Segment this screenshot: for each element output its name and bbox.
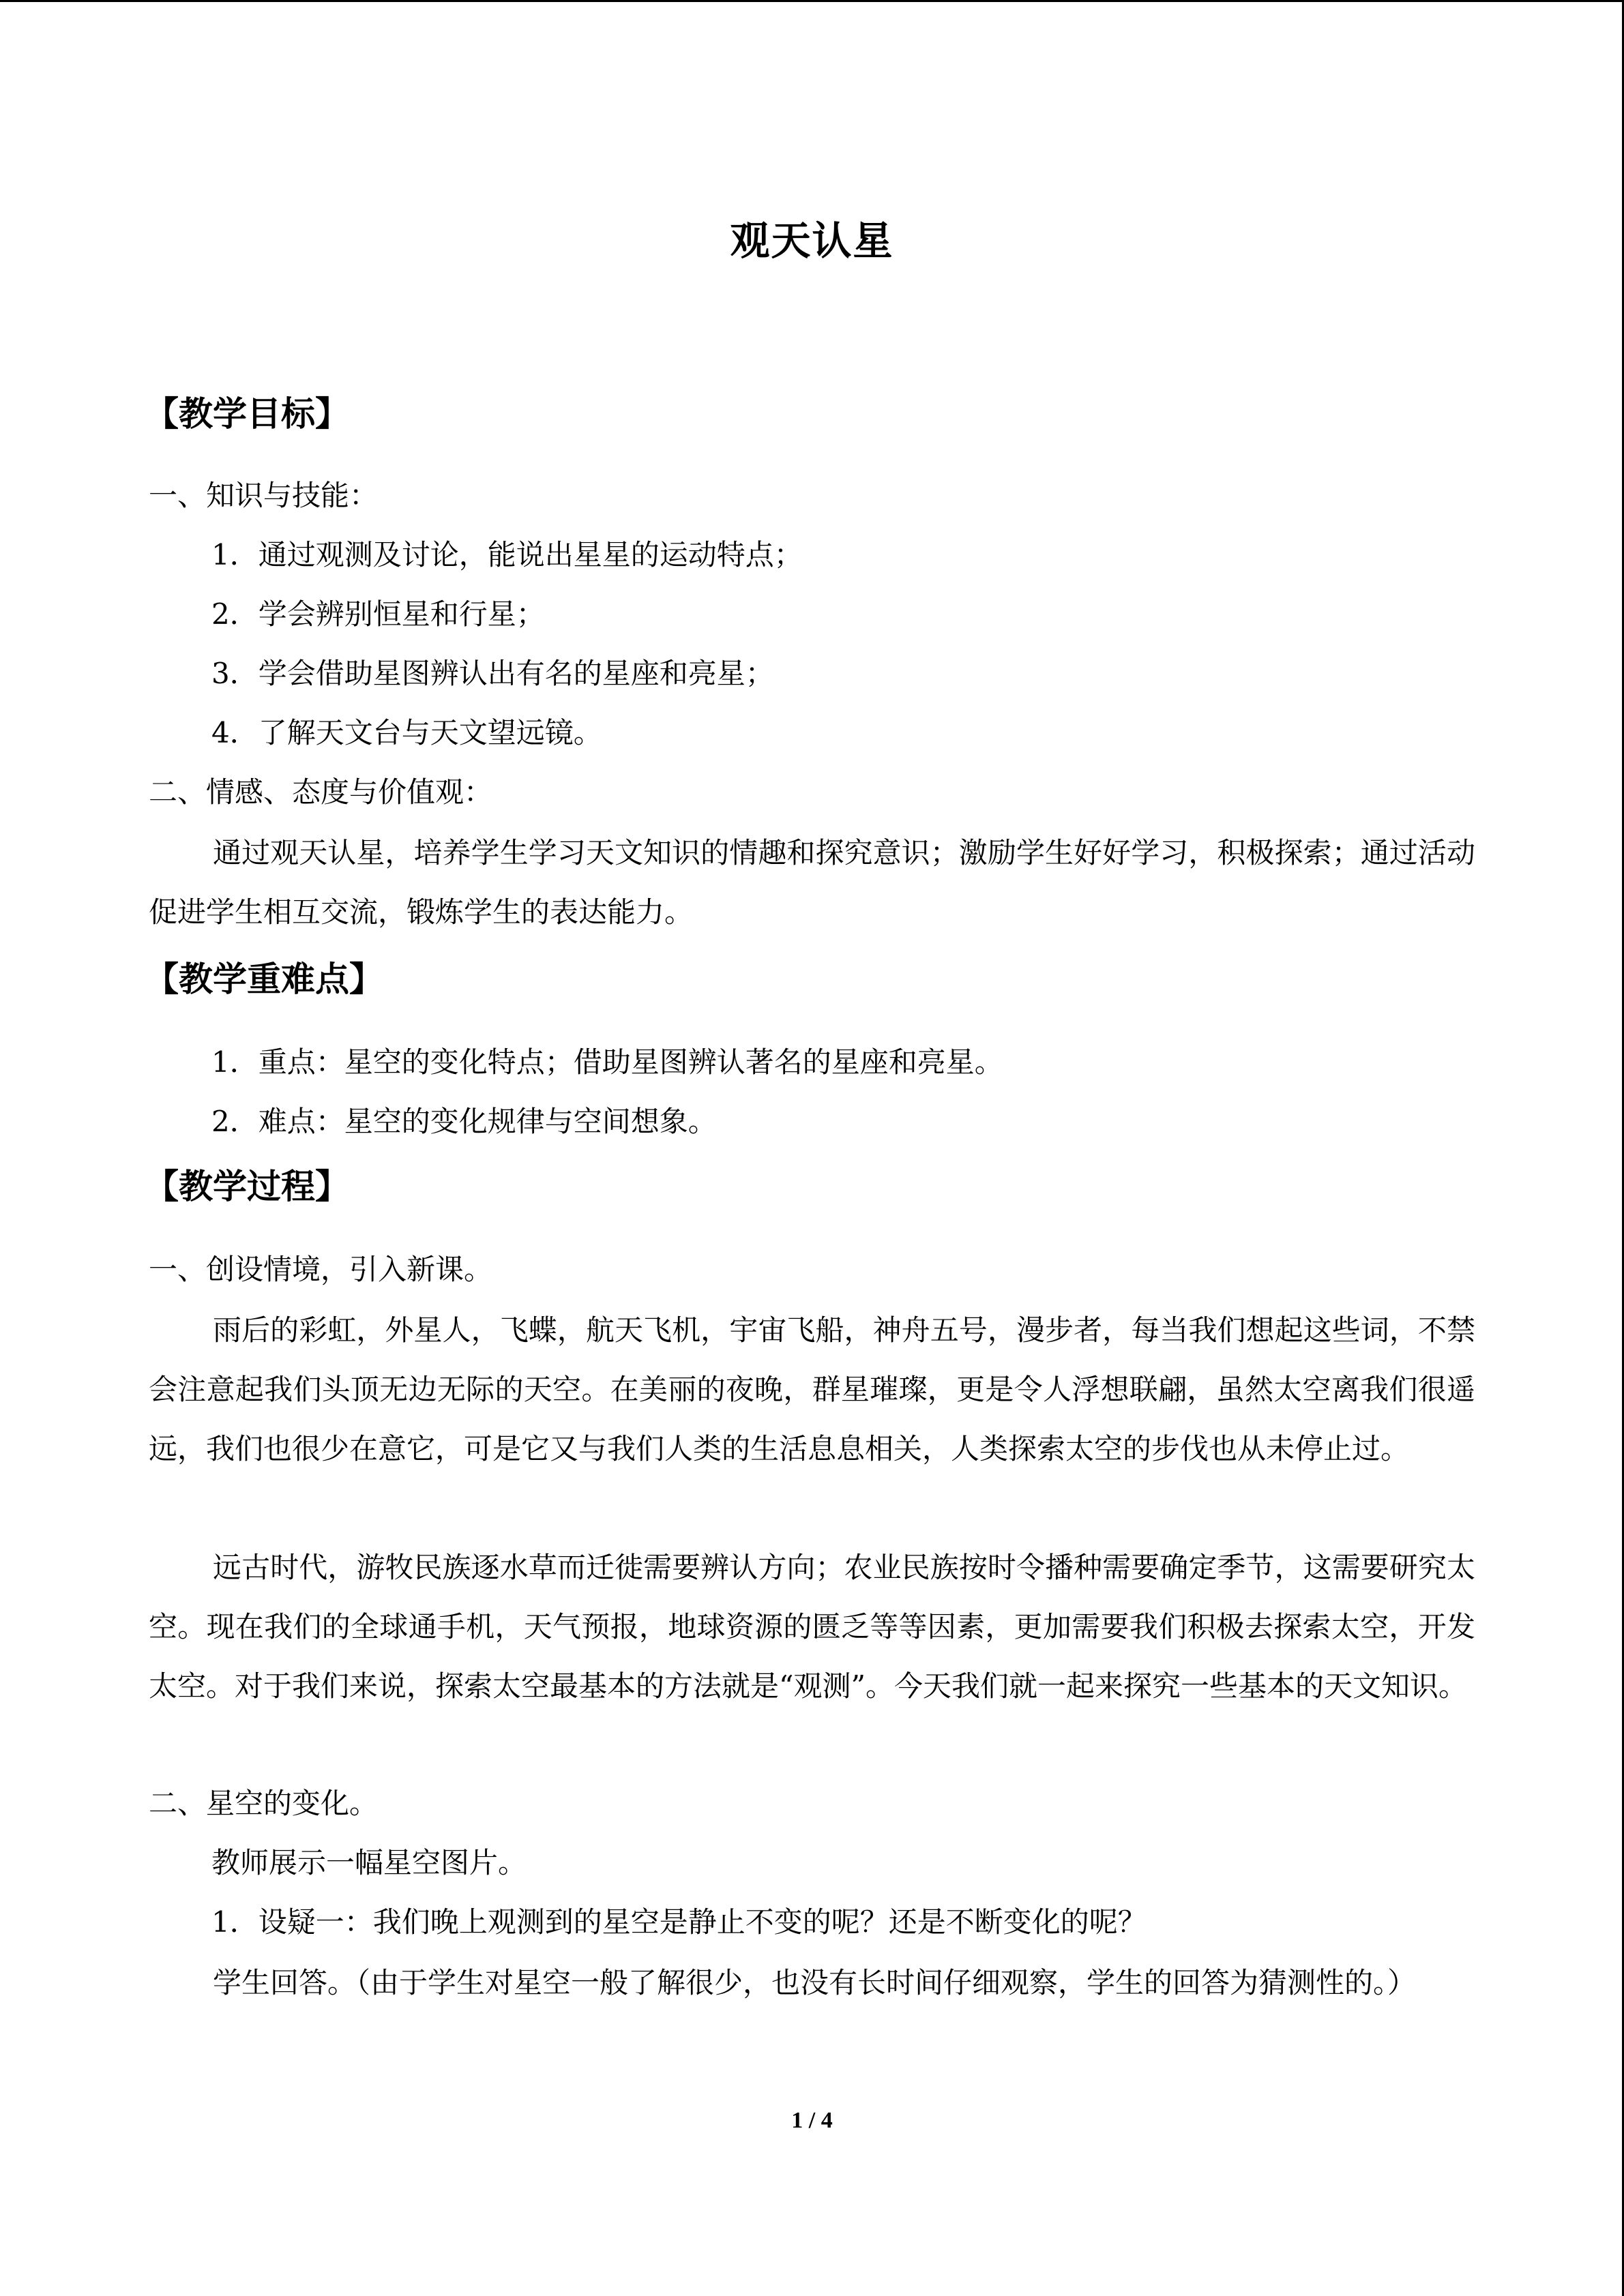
attitude-values-paragraph: 通过观天认星，培养学生学习天文知识的情趣和探究意识；激励学生好好学习，积极探索；通过活动促进学生相互交流，锻炼学生的表达能力。 — [149, 836, 1475, 929]
process-paragraph: 学生回答。（由于学生对星空一般了解很少，也没有长时间仔细观察，学生的回答为猜测性的。） — [213, 1966, 1417, 1999]
objectives-heading: 【教学目标】 — [145, 394, 349, 434]
attitude-values-label: 二、情感、态度与价值观： — [149, 775, 493, 809]
page-border-top — [0, 0, 1624, 2]
process-part-2-label: 二、星空的变化。 — [149, 1787, 379, 1820]
page-number: 1 / 4 — [791, 2108, 833, 2133]
key-point-item: 2．难点：星空的变化规律与空间想象。 — [211, 1105, 717, 1138]
process-line: 教师展示一幅星空图片。 — [211, 1846, 527, 1879]
key-point-item: 1．重点：星空的变化特点；借助星图辨认著名的星座和亮星。 — [211, 1045, 1003, 1079]
process-heading: 【教学过程】 — [145, 1167, 349, 1206]
process-paragraph: 雨后的彩虹，外星人，飞蝶，航天飞机，宇宙飞船，神舟五号，漫步者，每当我们想起这些词，不禁会注意起我们头顶无边无际的天空。在美丽的夜晚，群星璀璨，更是令人浮想联翩，虽然太空离我们很遥远，我们也很少在意它，可是它又与我们人类的生活息息相关，人类探索太空的步伐也从未停止过。 — [149, 1313, 1475, 1465]
objective-item: 3．学会借助星图辨认出有名的星座和亮星； — [211, 657, 774, 690]
process-paragraph: 远古时代，游牧民族逐水草而迁徙需要辨认方向；农业民族按时令播种需要确定季节，这需要研究太空。现在我们的全球通手机，天气预报，地球资源的匮乏等等因素，更加需要我们积极去探索太空，开发太空。对于我们来说，探索太空最基本的方法就是“观测”。今天我们就一起来探究一些基本的天文知识。 — [149, 1551, 1475, 1703]
key-points-heading: 【教学重难点】 — [145, 959, 383, 999]
document-title: 观天认星 — [730, 218, 894, 264]
knowledge-skills-label: 一、知识与技能： — [149, 479, 379, 512]
process-line: 1．设疑一：我们晚上观测到的星空是静止不变的呢？还是不断变化的呢？ — [211, 1905, 1147, 1939]
objective-item: 4．了解天文台与天文望远镜。 — [211, 716, 602, 749]
process-part-1-label: 一、创设情境，引入新课。 — [149, 1253, 493, 1286]
objective-item: 2．学会辨别恒星和行星； — [211, 597, 545, 631]
objective-item: 1．通过观测及讨论，能说出星星的运动特点； — [211, 538, 803, 571]
